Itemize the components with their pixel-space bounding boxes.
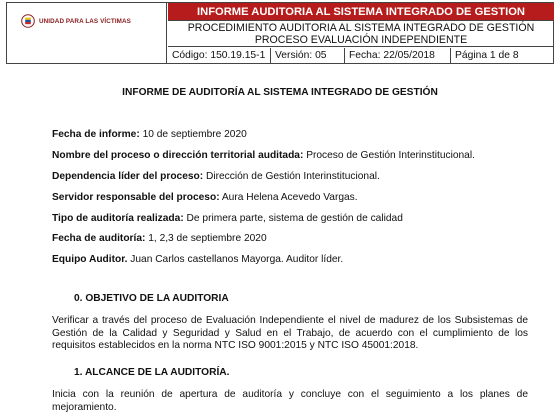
field-label: Nombre del proceso o dirección territorial auditada: <box>52 150 304 161</box>
field-lead-unit <box>52 171 380 182</box>
field-responsible <box>52 192 358 203</box>
document-title: INFORME DE AUDITORÍA AL SISTEMA INTEGRADO DE GESTIÓN <box>122 87 438 98</box>
field-value: Aura Helena Acevedo Vargas. <box>219 192 358 203</box>
page-number: Página 1 de 8 <box>455 50 519 61</box>
logo <box>21 14 131 28</box>
procedure-line-1: PROCEDIMIENTO AUDITORIA AL SISTEMA INTEGRADO DE GESTIÓN <box>187 22 535 34</box>
doc-code: Código: 150.19.15-1 <box>168 48 271 63</box>
doc-version: Versión: 05 <box>271 48 345 63</box>
field-report-date <box>52 129 247 140</box>
field-label: Equipo Auditor. <box>52 254 128 265</box>
section-text-scope: Inicia con la reunión de apertura de auditoría y concluye con el seguimiento a los planes de mejoramiento. <box>52 389 528 413</box>
field-audit-date <box>52 233 267 244</box>
document-header <box>6 2 554 64</box>
field-label: Dependencia líder del proceso: <box>52 171 204 182</box>
coat-of-arms-icon <box>21 14 35 28</box>
field-label: Tipo de auditoría realizada: <box>52 213 184 224</box>
section-text-objective: Verificar a través del proceso de Evaluación Independiente el nivel de madurez de los Subsistemas de Gestión de la Calidad y Seguridad y Salud en el Trabajo, de acuerdo con el cumplimiento de los requisitos establecidos en la norma NTC ISO 9001:2015 y NTC ISO 45001:2018. <box>52 315 528 351</box>
field-value: Dirección de Gestión Interinstitucional. <box>203 171 380 182</box>
field-label: Fecha de informe: <box>52 129 140 140</box>
header-title: INFORME AUDITORIA AL SISTEMA INTEGRADO DE GESTION <box>168 3 554 21</box>
field-label: Servidor responsable del proceso: <box>52 192 220 203</box>
logo-cell <box>7 3 167 63</box>
field-value: De primera parte, sistema de gestión de calidad <box>183 213 403 224</box>
section-heading-scope: 1. ALCANCE DE LA AUDITORÍA. <box>74 367 230 378</box>
field-value: 10 de septiembre 2020 <box>139 129 247 140</box>
section-heading-objective: 0. OBJETIVO DE LA AUDITORIA <box>74 293 229 304</box>
field-value: Juan Carlos castellanos Mayorga. Auditor líder. <box>127 254 344 265</box>
logo-text: UNIDAD PARA LAS VÍCTIMAS <box>39 17 131 25</box>
doc-date: Fecha: 22/05/2018 <box>345 48 451 63</box>
field-label: Fecha de auditoría: <box>52 233 146 244</box>
header-meta-row <box>168 48 554 63</box>
field-value: 1, 2,3 de septiembre 2020 <box>145 233 267 244</box>
procedure-line-2: PROCESO EVALUACIÓN INDEPENDIENTE <box>168 34 554 47</box>
field-audit-team <box>52 254 343 265</box>
field-audit-type <box>52 213 403 224</box>
field-process-name <box>52 150 475 161</box>
field-value: Proceso de Gestión Interinstitucional. <box>303 150 475 161</box>
